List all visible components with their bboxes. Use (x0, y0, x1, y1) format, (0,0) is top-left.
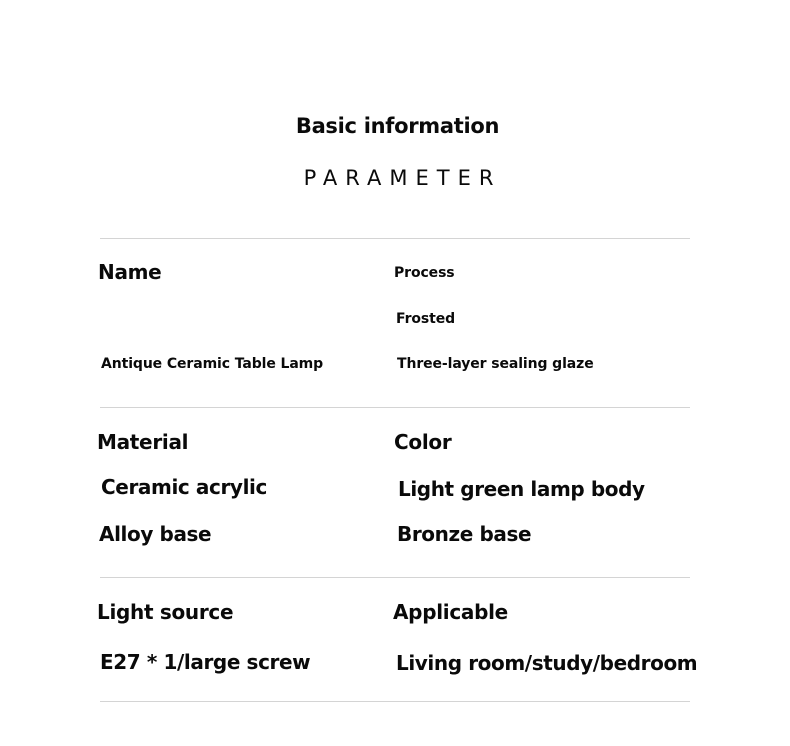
process-value-glaze: Three-layer sealing glaze (397, 356, 594, 372)
material-label: Material (97, 430, 189, 454)
color-value-body: Light green lamp body (398, 477, 645, 501)
process-value-finish: Frosted (396, 311, 456, 327)
applicable-value: Living room/study/bedroom (396, 651, 698, 675)
applicable-label: Applicable (393, 600, 508, 624)
material-value-base: Alloy base (99, 522, 212, 546)
color-value-base: Bronze base (397, 522, 532, 546)
light-source-value: E27 * 1/large screw (100, 650, 311, 674)
divider-top (100, 238, 690, 239)
section-title: Basic information (295, 114, 500, 138)
process-label: Process (394, 265, 455, 281)
name-value: Antique Ceramic Table Lamp (101, 356, 324, 372)
material-value-body: Ceramic acrylic (101, 475, 267, 499)
color-label: Color (394, 430, 452, 454)
light-source-label: Light source (97, 600, 234, 624)
divider-1 (100, 407, 690, 408)
section-subtitle: PARAMETER (303, 166, 502, 190)
divider-2 (100, 577, 690, 578)
name-label: Name (98, 260, 162, 284)
divider-bottom (100, 701, 690, 702)
